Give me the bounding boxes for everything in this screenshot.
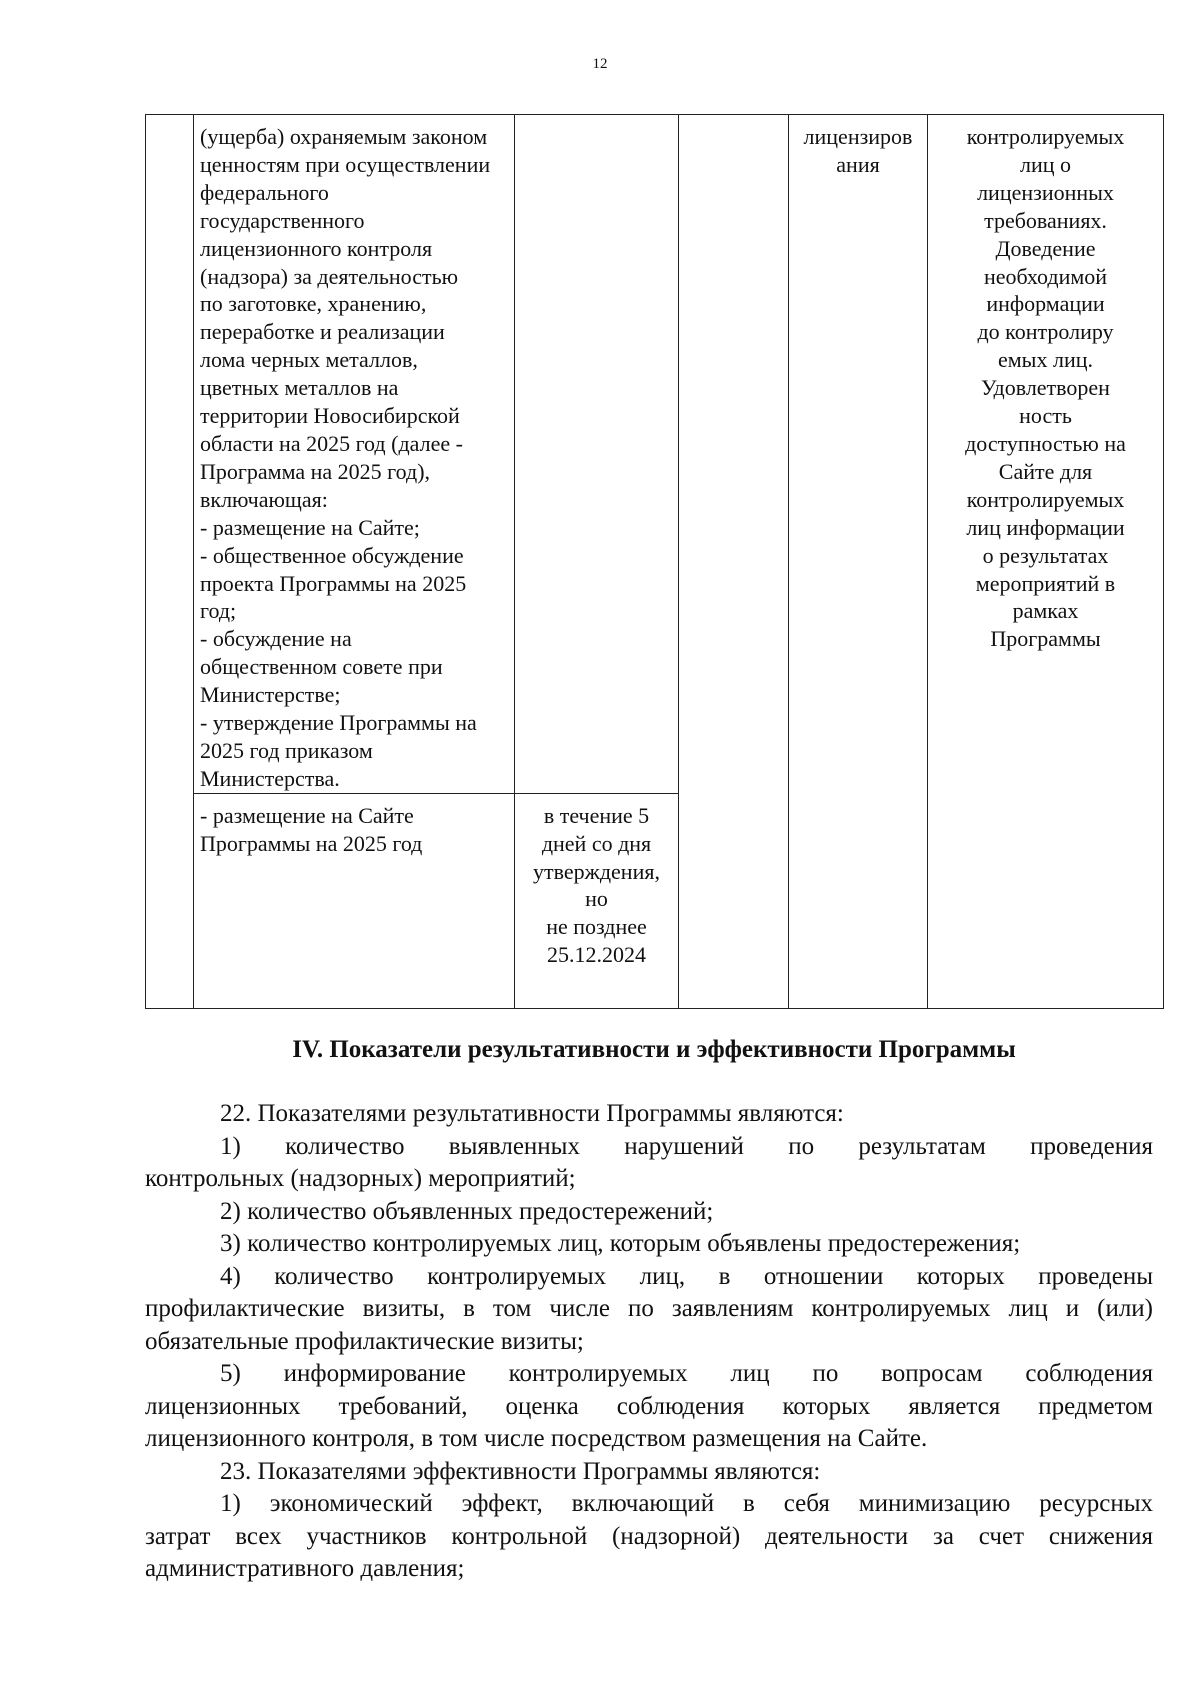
cell-text-line: необходимой: [983, 263, 1108, 289]
cell-text-line: Министерства.: [200, 765, 340, 791]
measures-table: [145, 114, 1164, 1009]
cell-text-line: - размещение на Сайте;: [200, 514, 420, 540]
deadline-cell: [515, 115, 679, 794]
cell-text-line: до контролиру: [977, 319, 1114, 345]
cell-text-line: не позднее: [546, 914, 647, 940]
paragraph-line: 5) информирование контролируемых лиц по вопросам соблюдения: [220, 1360, 1153, 1387]
table-row: [146, 115, 1164, 794]
cell-text-line: области на 2025 год (далее -: [200, 430, 463, 456]
cell-text-line: но: [585, 886, 608, 912]
expected-result-cell: [928, 115, 1164, 1009]
cell-text-line: год;: [200, 598, 237, 624]
cell-text-line: (надзора) за деятельностью: [200, 263, 459, 289]
cell-text-line: лицензиров: [803, 124, 913, 149]
cell-text-line: Программы: [990, 626, 1101, 652]
paragraph-line: 1) количество выявленных нарушений по результатам проведения: [220, 1132, 1153, 1160]
cell-text-line: лиц о: [1019, 151, 1072, 177]
cell-text-line: емых лиц.: [998, 347, 1093, 373]
cell-text-line: переработке и реализации: [200, 319, 445, 345]
cell-text-line: Программы на 2025 год: [200, 830, 423, 856]
paragraph-line: обязательные профилактические визиты;: [145, 1327, 584, 1355]
paragraph-line: административного давления;: [145, 1555, 465, 1582]
cell-text-line: доступностью на: [965, 430, 1126, 456]
cell-text-line: ценностям при осуществлении: [200, 151, 491, 177]
cell-text-line: Удовлетворен: [981, 375, 1110, 401]
cell-text-line: контролируемых: [966, 486, 1125, 512]
paragraph-line: 1) экономический эффект, включающий в себя минимизацию ресурсных: [220, 1490, 1153, 1517]
paragraph-line: лицензионного контроля, в том числе посредством размещения на Сайте.: [145, 1425, 928, 1452]
paragraph-line: лицензионных требований, оценка соблюдения которых является предметом: [145, 1392, 1153, 1420]
cell-text-line: проекта Программы на 2025: [200, 570, 467, 596]
department-cell: [789, 115, 928, 1009]
cell-text-line: о результатах: [982, 542, 1109, 568]
cell-text-line: Сайте для: [998, 458, 1093, 484]
cell-text-line: дней со дня: [541, 830, 652, 856]
number-cell: [146, 115, 194, 1009]
cell-text-line: - размещение на Сайте: [200, 802, 414, 828]
cell-text-line: - утверждение Программы на: [200, 710, 477, 736]
cell-text-line: лицензионного контроля: [200, 235, 433, 261]
cell-text-line: контролируемых: [966, 124, 1125, 149]
cell-text-line: - общественное обсуждение: [200, 542, 464, 568]
page-number: 12: [592, 56, 608, 72]
cell-text-line: утверждения,: [533, 858, 660, 884]
cell-text-line: ность: [1019, 403, 1072, 429]
cell-text-line: в течение 5: [543, 802, 650, 828]
cell-text-line: включающая:: [200, 486, 328, 512]
cell-text-line: 25.12.2024: [547, 942, 646, 968]
cell-text-line: 2025 год приказом: [200, 737, 373, 763]
cell-text-line: Министерстве;: [200, 682, 341, 708]
cell-text-line: - обсуждение на: [200, 626, 352, 652]
cell-text-line: Программа на 2025 год),: [200, 458, 431, 484]
paragraph-line: 23. Показателями эффективности Программы являются:: [220, 1457, 821, 1485]
paragraph-line: 4) количество контролируемых лиц, в отношении которых проведены: [220, 1262, 1153, 1290]
responsible-cell: [679, 115, 789, 1009]
paragraph-line: 3) количество контролируемых лиц, которым объявлены предостережения;: [220, 1230, 1021, 1257]
paragraph-line: профилактические визиты, в том числе по заявлениям контролируемых лиц и (или): [145, 1295, 1153, 1322]
cell-text-line: общественном совете при: [200, 654, 443, 680]
paragraph-line: 2) количество объявленных предостережений;: [220, 1197, 714, 1225]
cell-text-line: лиц информации: [966, 514, 1125, 540]
paragraph-line: контрольных (надзорных) мероприятий;: [145, 1165, 576, 1192]
cell-text-line: Доведение: [995, 235, 1096, 261]
paragraph-line: затрат всех участников контрольной (надзорной) деятельности за счет снижения: [145, 1522, 1153, 1550]
cell-text-line: информации: [986, 291, 1105, 317]
deadline-cell: [515, 793, 679, 1008]
measure-description-cell: [194, 115, 515, 794]
cell-text-line: лицензионных: [977, 179, 1114, 205]
cell-text-line: федерального: [200, 179, 329, 205]
cell-text-line: по заготовке, хранению,: [200, 291, 427, 317]
cell-text-line: цветных металлов на: [200, 375, 399, 401]
paragraph-line: 22. Показателями результативности Программы являются:: [220, 1100, 844, 1127]
cell-text-line: мероприятий в: [975, 570, 1116, 596]
measure-description-cell: [194, 793, 515, 1008]
cell-text-line: лома черных металлов,: [200, 347, 418, 373]
cell-text-line: требованиях.: [984, 207, 1107, 233]
cell-text-line: (ущерба) охраняемым законом: [200, 124, 488, 149]
cell-text-line: территории Новосибирской: [200, 403, 460, 429]
cell-text-line: государственного: [200, 207, 365, 233]
cell-text-line: ания: [836, 151, 880, 177]
cell-text-line: рамках: [1012, 598, 1079, 624]
section-body: [145, 1098, 1153, 1586]
section-title: IV. Показатели результативности и эффективности Программы: [292, 1036, 1016, 1063]
